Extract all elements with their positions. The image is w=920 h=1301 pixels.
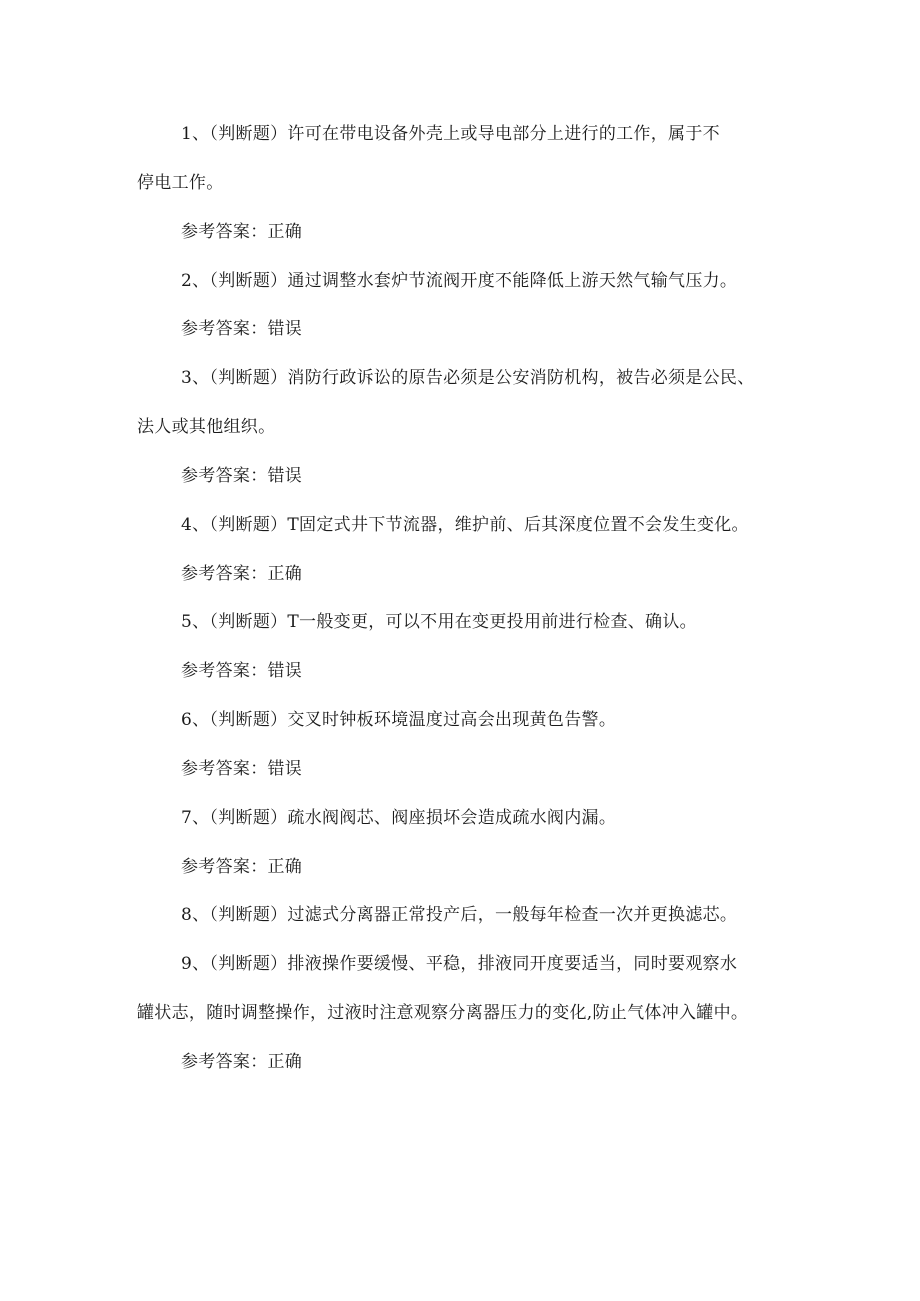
question-3-line-1: 3、（判断题）消防行政诉讼的原告必须是公安消防机构，被告必须是公民、 bbox=[181, 368, 755, 388]
question-7: 7、（判断题）疏水阀阀芯、阀座损坏会造成疏水阀内漏。 bbox=[181, 808, 617, 828]
question-1-line-2: 停电工作。 bbox=[137, 173, 224, 193]
answer-4: 参考答案：正确 bbox=[181, 564, 303, 584]
answer-2: 参考答案：错误 bbox=[181, 319, 303, 339]
question-9-line-2: 罐状志，随时调整操作，过液时注意观察分离器压力的变化,防止气体冲入罐中。 bbox=[137, 1003, 749, 1023]
answer-5: 参考答案：错误 bbox=[181, 661, 303, 681]
question-3-line-2: 法人或其他组织。 bbox=[137, 417, 276, 437]
question-1-line-1: 1、（判断题）许可在带电设备外壳上或导电部分上进行的工作，属于不 bbox=[181, 124, 720, 144]
question-9-line-1: 9、（判断题）排液操作要缓慢、平稳，排液同开度要适当，同时要观察水 bbox=[181, 954, 738, 974]
question-5: 5、（判断题）T一般变更，可以不用在变更投用前进行检查、确认。 bbox=[181, 612, 697, 632]
question-6: 6、（判断题）交叉时钟板环境温度过高会出现黄色告警。 bbox=[181, 710, 617, 730]
answer-3: 参考答案：错误 bbox=[181, 466, 303, 486]
answer-9: 参考答案：正确 bbox=[181, 1052, 303, 1072]
question-2: 2、（判断题）通过调整水套炉节流阀开度不能降低上游天然气输气压力。 bbox=[181, 271, 738, 291]
question-4: 4、（判断题）T固定式井下节流器，维护前、后其深度位置不会发生变化。 bbox=[181, 515, 749, 535]
answer-7: 参考答案：正确 bbox=[181, 857, 303, 877]
answer-1: 参考答案：正确 bbox=[181, 222, 303, 242]
question-8: 8、（判断题）过滤式分离器正常投产后，一般每年检查一次并更换滤芯。 bbox=[181, 905, 738, 925]
answer-6: 参考答案：错误 bbox=[181, 759, 303, 779]
